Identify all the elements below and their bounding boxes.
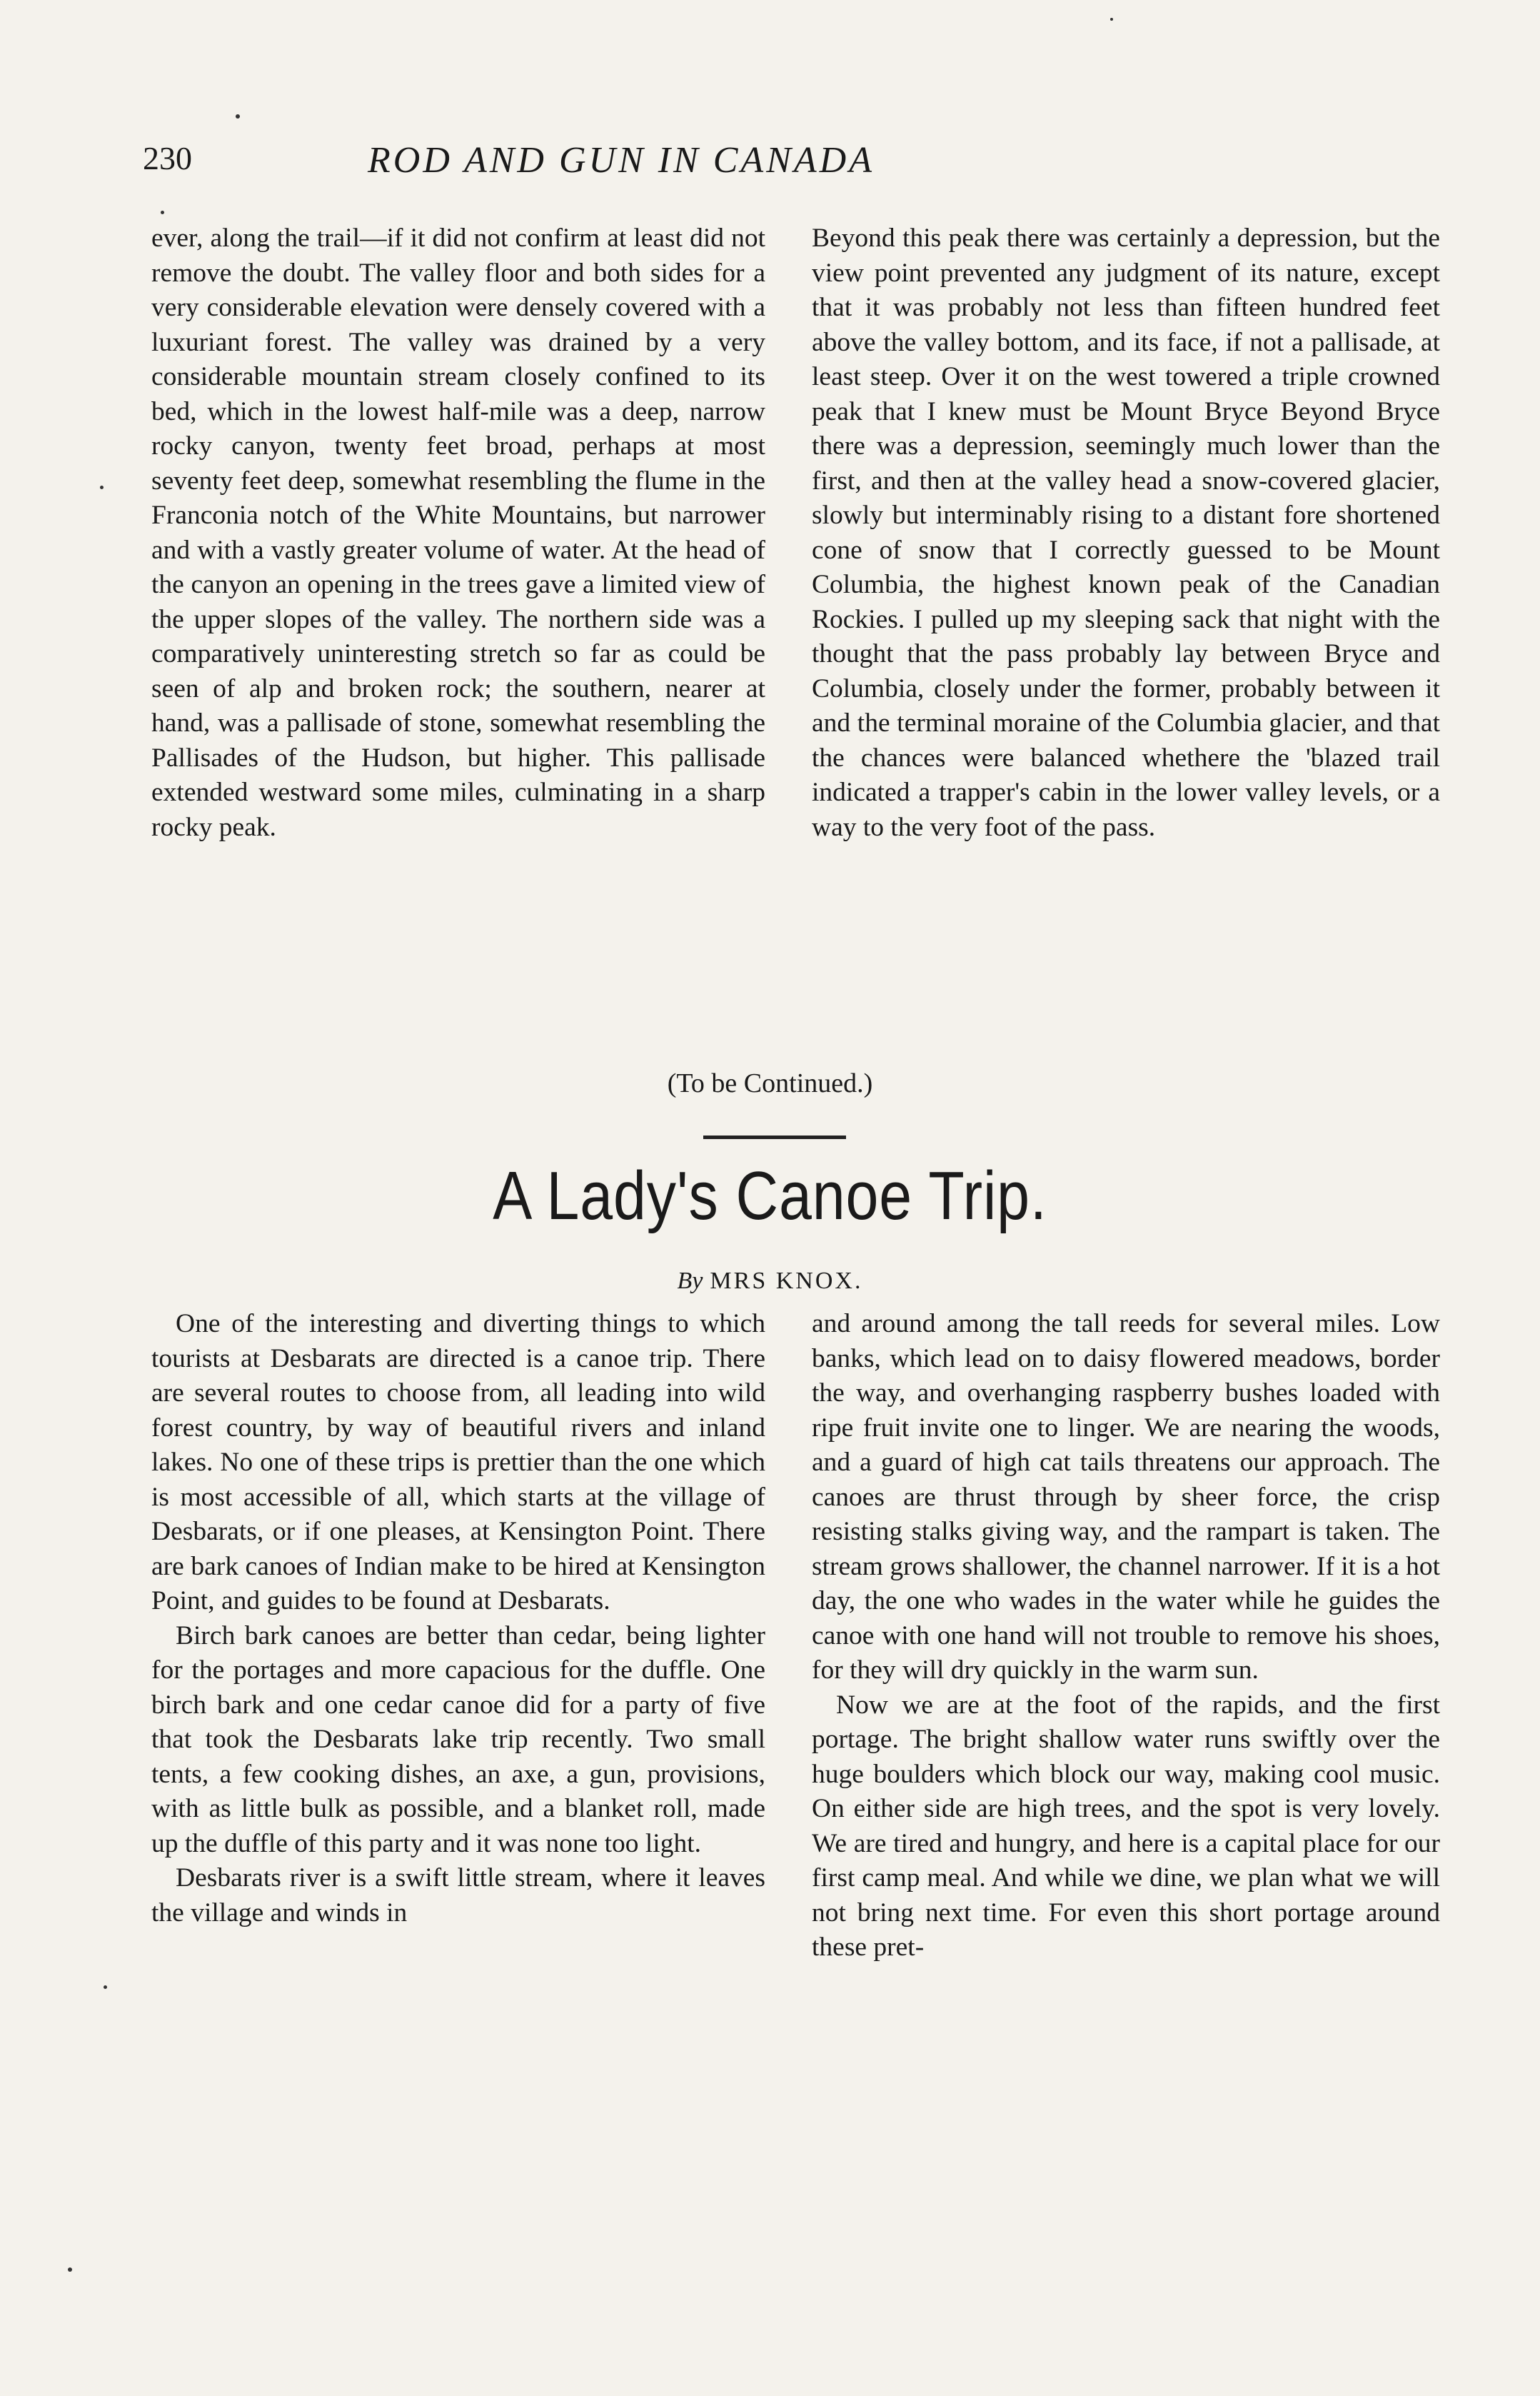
print-speck (236, 114, 240, 119)
paragraph: Desbarats river is a swift little stream, where it leaves the village and winds in (151, 1863, 765, 1928)
paragraph: Birch bark canoes are better than cedar, being lighter for the portages and more capacious for the duffle. One birch bark and one cedar canoe did for a party of five that took the Desbarats lake trip recently. Two small tents, a few cooking dishes, an axe, a gun, provisions, with as little bulk as possible, and a blanket roll, made up the duffle of this party and it was none too light. (151, 1620, 765, 1858)
paragraph: One of the interesting and diverting things to which tourists at Desbarats are directed is a canoe trip. There are several routes to choose from, all leading into wild forest country, by way of beautiful rivers and inland lakes. No one of these trips is prettier than the one which is most accessible of all, which starts at the village of Desbarats, or if one pleases, at Kensington Point. There are bark canoes of Indian make to be hired at Kensington Point, and guides to be found at Desbarats. (151, 1309, 765, 1615)
to-be-continued-note: (To be Continued.) (667, 1068, 873, 1098)
running-head: ROD AND GUN IN CANADA (368, 140, 875, 181)
page-header (143, 139, 1099, 189)
print-speck (68, 2267, 72, 2272)
right-column (812, 1307, 1440, 1965)
article-title: A Lady's Canoe Trip. (493, 1158, 1047, 1234)
byline-author: MRS KNOX. (710, 1268, 863, 1294)
byline (0, 1268, 1540, 1295)
paragraph: Now we are at the foot of the rapids, and the first portage. The bright shallow water runs swiftly over the huge boulders which block our way, making cool music. On either side are high trees, and the spot is very lovely. We are tired and hungry, and here is a capital place for our first camp meal. And while we dine, we plan what we will not bring next time. For even this short portage around these pret- (812, 1690, 1440, 1962)
left-column (151, 1307, 765, 1930)
print-speck (1110, 18, 1113, 21)
print-speck (100, 486, 104, 489)
page-number: 230 (143, 140, 192, 176)
right-column (812, 221, 1440, 845)
byline-prefix: By (677, 1268, 703, 1294)
print-speck (104, 1985, 107, 1989)
paragraph: ever, along the trail—if it did not confirm at least did not remove the doubt. The valley floor and both sides for a very considerable elevation were densely covered with a luxuriant forest. The valley was drained by a very considerable mountain stream closely confined to its bed, which in the lowest half-mile was a deep, narrow rocky canyon, twenty feet broad, perhaps at most seventy feet deep, somewhat resembling the flume in the Franconia notch of the White Mountains, but narrower and with a vastly greater volume of water. At the head of the canyon an opening in the trees gave a limited view of the upper slopes of the valley. The northern side was a comparatively uninteresting stretch so far as could be seen of alp and broken rock; the southern, nearer at hand, was a pallisade of stone, somewhat resembling the Pallisades of the Hudson, but higher. This pallisade extended westward some miles, culminating in a sharp rocky peak. (151, 224, 765, 842)
print-speck (161, 211, 164, 214)
section-divider (703, 1136, 846, 1139)
left-column (151, 221, 765, 845)
paragraph: and around among the tall reeds for several miles. Low banks, which lead on to daisy flowered meadows, border the way, and overhanging raspberry bushes loaded with ripe fruit invite one to linger. We are nearing the woods, and a guard of high cat tails threatens our approach. The canoes are thrust through by sheer force, the crisp resisting stalks giving way, and the rampart is taken. The stream grows shallower, the channel narrower. If it is a hot day, the one who wades in the water while he guides the canoe with one hand will not trouble to remove his shoes, for they will dry quickly in the warm sun. (812, 1309, 1440, 1685)
paragraph: Beyond this peak there was certainly a depression, but the view point prevented any judgment of its nature, except that it was probably not less than fifteen hundred feet above the valley bottom, and its face, if not a pallisade, at least steep. Over it on the west towered a triple crowned peak that I knew must be Mount Bryce Beyond Bryce there was a depression, seemingly much lower than the first, and then at the valley head a snow-covered glacier, slowly but interminably rising to a distant fore shortened cone of snow that I correctly guessed to be Mount Columbia, the highest known peak of the Canadian Rockies. I pulled up my sleeping sack that night with the thought that the pass probably lay between Bryce and Columbia, closely under the former, probably between it and the terminal moraine of the Columbia glacier, and that the chances were balanced whethere the 'blazed trail indicated a trapper's cabin in the lower valley levels, or a way to the very foot of the pass. (812, 224, 1440, 842)
